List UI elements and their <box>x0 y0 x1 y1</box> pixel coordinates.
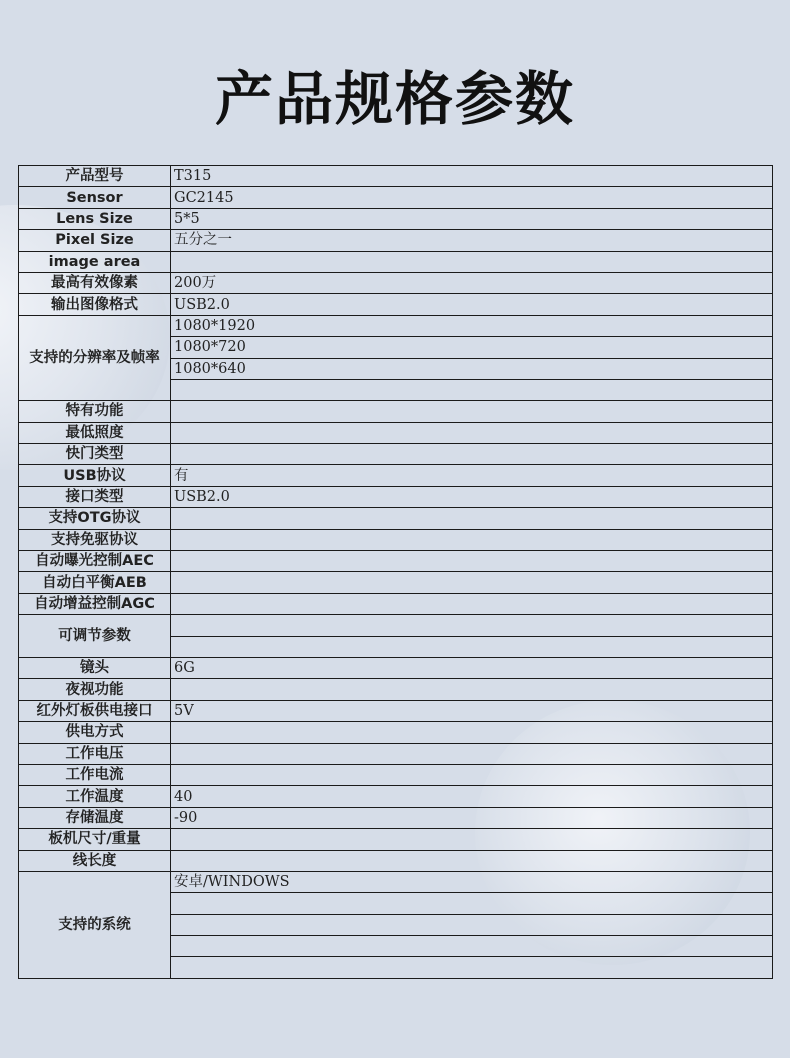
spec-label: 工作电压 <box>19 743 171 764</box>
spec-value <box>171 379 773 400</box>
spec-value: 1080*1920 <box>171 315 773 336</box>
table-row <box>19 187 773 208</box>
spec-value <box>171 936 773 957</box>
spec-label: 支持OTG协议 <box>19 508 171 529</box>
spec-label: 最低照度 <box>19 422 171 443</box>
table-row <box>19 529 773 550</box>
spec-value: 5V <box>171 700 773 721</box>
spec-label: 线长度 <box>19 850 171 871</box>
table-row <box>19 315 773 336</box>
spec-value <box>171 636 773 657</box>
spec-label: 板机尺寸/重量 <box>19 829 171 850</box>
spec-value: -90 <box>171 807 773 828</box>
spec-value <box>171 422 773 443</box>
spec-label: Lens Size <box>19 208 171 229</box>
spec-label: Pixel Size <box>19 230 171 251</box>
spec-label: USB协议 <box>19 465 171 486</box>
spec-value: 1080*640 <box>171 358 773 379</box>
page-title: 产品规格参数 <box>214 65 575 133</box>
spec-label: 夜视功能 <box>19 679 171 700</box>
spec-label: 供电方式 <box>19 722 171 743</box>
spec-value: T315 <box>171 166 773 187</box>
table-row <box>19 786 773 807</box>
spec-value <box>171 914 773 935</box>
spec-value <box>171 679 773 700</box>
table-row <box>19 465 773 486</box>
table-row <box>19 850 773 871</box>
spec-value <box>171 743 773 764</box>
table-row <box>19 272 773 293</box>
spec-value <box>171 529 773 550</box>
spec-value <box>171 615 773 636</box>
spec-value: GC2145 <box>171 187 773 208</box>
spec-value: 5*5 <box>171 208 773 229</box>
spec-label: 支持的系统 <box>19 871 171 978</box>
spec-label: 自动曝光控制AEC <box>19 551 171 572</box>
spec-label: Sensor <box>19 187 171 208</box>
table-row <box>19 444 773 465</box>
spec-value: 40 <box>171 786 773 807</box>
spec-value: 6G <box>171 657 773 678</box>
table-row <box>19 829 773 850</box>
spec-value: USB2.0 <box>171 486 773 507</box>
spec-label: 最高有效像素 <box>19 272 171 293</box>
spec-label: image area <box>19 251 171 272</box>
table-row <box>19 166 773 187</box>
spec-value <box>171 829 773 850</box>
spec-label: 支持的分辨率及帧率 <box>19 315 171 401</box>
spec-value <box>171 722 773 743</box>
spec-value: 五分之一 <box>171 230 773 251</box>
table-row <box>19 679 773 700</box>
table-row <box>19 422 773 443</box>
spec-value <box>171 444 773 465</box>
spec-label: 支持免驱协议 <box>19 529 171 550</box>
table-row <box>19 807 773 828</box>
table-row <box>19 764 773 785</box>
spec-label: 可调节参数 <box>19 615 171 658</box>
table-row <box>19 572 773 593</box>
spec-label: 特有功能 <box>19 401 171 422</box>
spec-value <box>171 572 773 593</box>
spec-value: 有 <box>171 465 773 486</box>
spec-label: 自动增益控制AGC <box>19 593 171 614</box>
spec-label: 红外灯板供电接口 <box>19 700 171 721</box>
table-row <box>19 508 773 529</box>
table-row <box>19 486 773 507</box>
spec-label: 自动白平衡AEB <box>19 572 171 593</box>
spec-label: 镜头 <box>19 657 171 678</box>
spec-value <box>171 551 773 572</box>
table-row <box>19 657 773 678</box>
spec-value: 安卓/WINDOWS <box>171 871 773 892</box>
table-row <box>19 615 773 636</box>
table-row <box>19 401 773 422</box>
spec-value: USB2.0 <box>171 294 773 315</box>
table-row <box>19 230 773 251</box>
table-row <box>19 551 773 572</box>
table-row <box>19 722 773 743</box>
spec-value <box>171 764 773 785</box>
table-row <box>19 593 773 614</box>
spec-value <box>171 508 773 529</box>
spec-label: 工作电流 <box>19 764 171 785</box>
spec-value <box>171 850 773 871</box>
spec-label: 工作温度 <box>19 786 171 807</box>
table-row <box>19 871 773 892</box>
spec-value <box>171 401 773 422</box>
spec-value <box>171 251 773 272</box>
spec-label: 存储温度 <box>19 807 171 828</box>
spec-value <box>171 593 773 614</box>
spec-label: 快门类型 <box>19 444 171 465</box>
spec-label: 输出图像格式 <box>19 294 171 315</box>
table-row <box>19 208 773 229</box>
table-row <box>19 251 773 272</box>
spec-table <box>18 165 773 979</box>
spec-value <box>171 957 773 978</box>
table-row <box>19 700 773 721</box>
spec-value: 200万 <box>171 272 773 293</box>
spec-value <box>171 893 773 914</box>
spec-value: 1080*720 <box>171 337 773 358</box>
spec-label: 接口类型 <box>19 486 171 507</box>
table-row <box>19 294 773 315</box>
table-row <box>19 743 773 764</box>
spec-label: 产品型号 <box>19 166 171 187</box>
